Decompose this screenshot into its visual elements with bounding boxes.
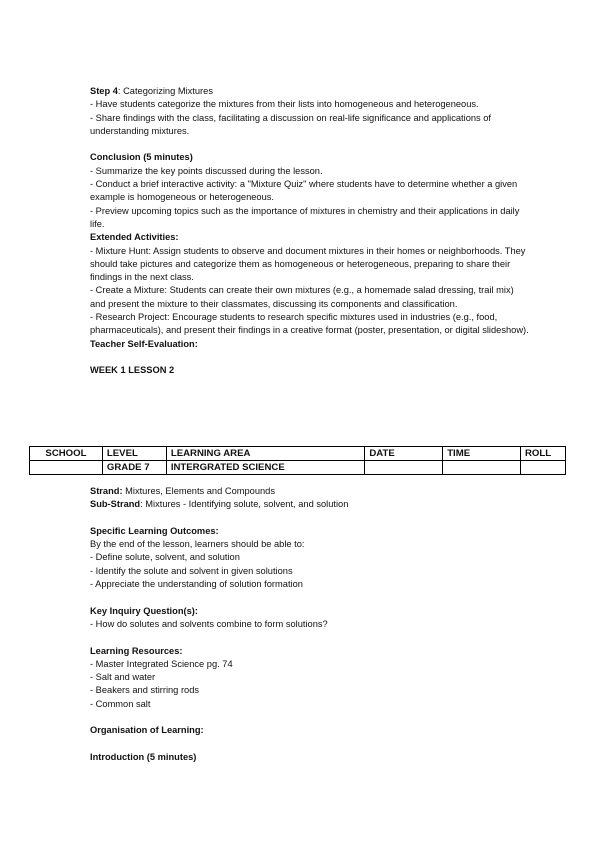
outcomes-heading: Specific Learning Outcomes:: [90, 525, 219, 536]
resource-item: - Master Integrated Science pg. 74: [90, 658, 233, 669]
organisation-heading: Organisation of Learning:: [90, 725, 204, 736]
lesson-info-table: [29, 446, 566, 475]
resources-heading: Learning Resources:: [90, 645, 183, 656]
cell-learning-area: INTERGRATED SCIENCE: [166, 461, 365, 475]
inquiry-item: - How do solutes and solvents combine to form solutions?: [90, 618, 328, 629]
step4-line: - Have students categorize the mixtures from their lists into homogeneous and heterogeneous.: [90, 99, 479, 110]
header-level: LEVEL: [102, 447, 166, 461]
resource-item: - Common salt: [90, 698, 151, 709]
resource-item: - Salt and water: [90, 672, 156, 683]
substrand-line: Sub-Strand: Mixtures - Identifying solute, solvent, and solution: [90, 499, 349, 510]
lesson-body-lower: [90, 485, 530, 764]
resource-item: - Beakers and stirring rods: [90, 685, 200, 696]
lesson-body-upper: [90, 85, 530, 378]
extended-line: - Mixture Hunt: Assign students to observe and document mixtures in their homes or neighborhoods. They should take pictures and categorize them as homogeneous or heterogeneous, preparing to share their findings in the next class.: [90, 245, 526, 283]
outcome-item: - Appreciate the understanding of solution formation: [90, 579, 303, 590]
cell-level: GRADE 7: [102, 461, 166, 475]
cell-time: [443, 461, 521, 475]
outcome-item: - Define solute, solvent, and solution: [90, 552, 240, 563]
inquiry-heading: Key Inquiry Question(s):: [90, 605, 198, 616]
header-school: SCHOOL: [30, 447, 103, 461]
header-roll: ROLL: [521, 447, 566, 461]
self-evaluation-heading: Teacher Self-Evaluation:: [90, 338, 198, 349]
introduction-heading: Introduction (5 minutes): [90, 751, 197, 762]
table-header-row: [30, 447, 566, 461]
cell-roll: [521, 461, 566, 475]
cell-school: [30, 461, 103, 475]
header-time: TIME: [443, 447, 521, 461]
header-date: DATE: [365, 447, 443, 461]
outcomes-intro: By the end of the lesson, learners should be able to:: [90, 539, 305, 550]
step4-heading: Step 4: Categorizing Mixtures: [90, 86, 213, 96]
table-row: [30, 461, 566, 475]
conclusion-heading: Conclusion (5 minutes): [90, 152, 193, 163]
extended-heading: Extended Activities:: [90, 232, 179, 243]
conclusion-line: - Preview upcoming topics such as the importance of mixtures in chemistry and their applications in daily life.: [90, 205, 520, 229]
step4-line: - Share findings with the class, facilitating a discussion on real-life significance and applications of understanding mixtures.: [90, 112, 492, 136]
cell-date: [365, 461, 443, 475]
conclusion-line: - Summarize the key points discussed during the lesson.: [90, 165, 323, 176]
outcome-item: - Identify the solute and solvent in given solutions: [90, 565, 293, 576]
strand-line: Strand: Mixtures, Elements and Compounds: [90, 486, 275, 496]
extended-line: - Research Project: Encourage students to research specific mixtures used in industries (e.g., food, pharmaceuticals), and present their findings in a creative format (poster, presentation, or digital slideshow).: [90, 312, 529, 336]
conclusion-line: - Conduct a brief interactive activity: a "Mixture Quiz" where students have to determine whether a given example is homogeneous or heterogeneous.: [90, 179, 518, 203]
extended-line: - Create a Mixture: Students can create their own mixtures (e.g., a homemade salad dressing, trail mix) and present the mixture to their classmates, discussing its components and classification.: [90, 285, 514, 309]
week-lesson-heading: WEEK 1 LESSON 2: [90, 365, 175, 376]
header-learning-area: LEARNING AREA: [166, 447, 365, 461]
